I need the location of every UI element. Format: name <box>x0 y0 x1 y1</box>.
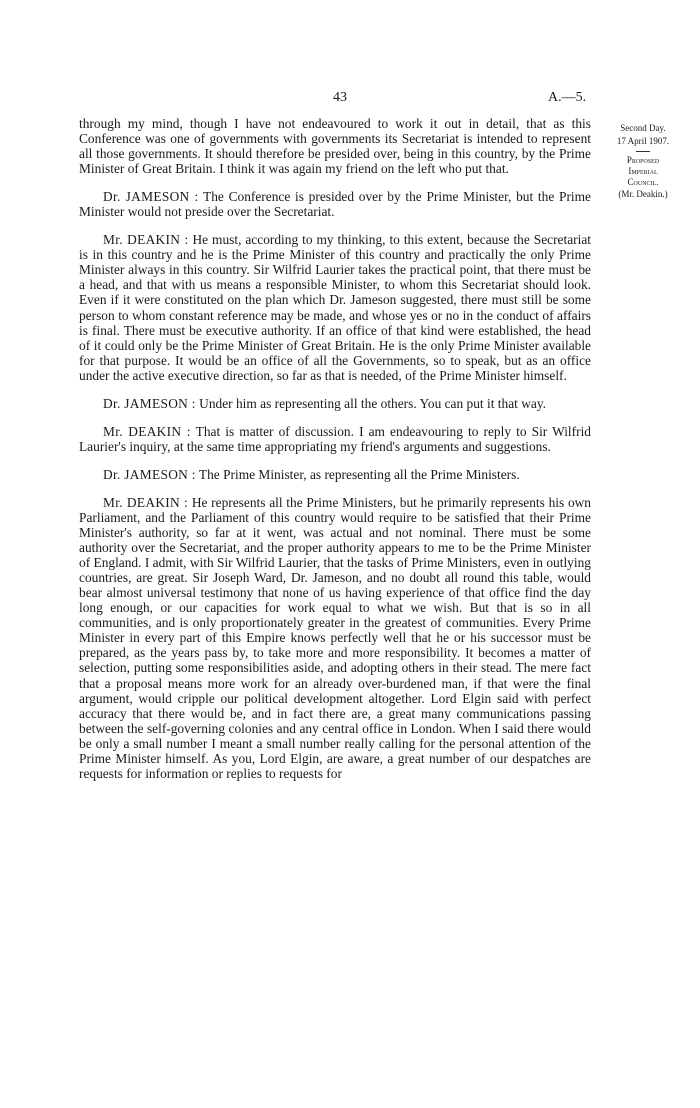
page-number: 43 <box>333 90 347 105</box>
speaker-name: Mr. DEAKIN : <box>103 494 189 510</box>
speaker-name: Mr. DEAKIN : <box>103 423 191 439</box>
paragraph-text: The Conference is presided over by the Prime Minister, but the Prime Minister would not preside over the Secretariat. <box>79 189 591 220</box>
paragraph-2 <box>79 189 591 219</box>
margin-topic-line-3: Council. <box>627 177 659 187</box>
margin-day: Second Day. <box>620 123 666 133</box>
paragraph-text: through my mind, though I have not endeavoured to work it out in detail, that as this Conference was one of governments with governments its Secretariat is intended to represent all those governments. It should therefore be presided over, being in this country, by the Prime Minister of Great Britain. I think it was again my friend on the left who put that. <box>79 116 591 177</box>
speaker-name: Dr. JAMESON : <box>103 395 196 411</box>
paragraph-text: That is matter of discussion. I am endeavouring to reply to Sir Wilfrid Laurier's inquiry, at the same time appropriating my friend's arguments and suggestions. <box>79 423 591 454</box>
document-body <box>79 116 591 794</box>
paragraph-3 <box>79 232 591 382</box>
margin-divider <box>636 151 650 152</box>
speaker-name: Dr. JAMESON : <box>103 466 196 482</box>
paragraph-text: He must, according to my thinking, to this extent, because the Secretariat is in this country and he is the Prime Minister of this country and practically the only Prime Minister always in this country. Sir Wilfrid Laurier takes the practical point, that there must be a head, and that with us means a responsible Minister, to whom this Secretariat should look. Even if it were constituted on the plan which Dr. Jameson suggested, there must still be some person to whom constant reference may be made, and whose yes or no in the conduct of affairs is final. There must be executive authority. If an office of that kind were established, the head of it could only be the Prime Minister of Great Britain. He is the only Prime Minister available for that purpose. It would be an office of all the Governments, so to speak, but as an office under the active executive direction, so far as that is needed, of the Prime Minister himself. <box>79 232 591 383</box>
margin-notes <box>604 122 682 201</box>
margin-speaker: (Mr. Deakin.) <box>618 189 668 199</box>
margin-topic-line-1: Proposed <box>626 155 660 165</box>
margin-topic-line-2: Imperial <box>628 166 658 176</box>
paragraph-7 <box>79 495 591 781</box>
paragraph-text: He represents all the Prime Ministers, but he primarily represents his own Parliament, and the Parliament of this country would require to be satisfied that their Prime Minister's authority, so far at it went, was actual and not nominal. There must be some authority over the Secretariat, and the proper authority appears to me to be the Prime Minister of England. I admit, with Sir Wilfrid Laurier, that the tasks of Prime Ministers, even in outlying countries, are great. Sir Joseph Ward, Dr. Jameson, and no doubt all round this table, would bear almost universal testimony that none of us having experience of that office find the day long enough, or our capacities for work equal to what we wish. But that is so in all communities, and is only proportionately greater in the greatest of communities. Every Prime Minister in every part of this Empire knows perfectly well that he or his successor must be prepared, as the years pass by, to take more and more responsibility. It becomes a matter of selection, putting some responsibilities aside, and adopting others in their stead. The mere fact that a proposal means more work for an already over-burdened man, if that were the final argument, would cripple our political development altogether. Lord Elgin said with perfect accuracy that there would be, and in fact there are, a great many communications passing between the self-governing colonies and any central office in London. When I said there would be only a small number I meant a small number really calling for the personal attention of the Prime Minister himself. As you, Lord Elgin, are aware, a great number of our despatches are requests for information or replies to requests for <box>79 494 592 781</box>
paragraph-5 <box>79 424 591 454</box>
paragraph-4 <box>79 396 591 411</box>
paragraph-text: Under him as representing all the others. You can put it that way. <box>195 395 547 411</box>
margin-date: 17 April 1907. <box>616 136 670 146</box>
paragraph-text: The Prime Minister, as representing all the Prime Ministers. <box>195 466 520 482</box>
paragraph-1 <box>79 116 591 176</box>
document-reference: A.—5. <box>548 90 587 105</box>
speaker-name: Mr. DEAKIN : <box>103 232 189 248</box>
speaker-name: Dr. JAMESON : <box>103 189 199 205</box>
paragraph-6 <box>79 467 591 482</box>
